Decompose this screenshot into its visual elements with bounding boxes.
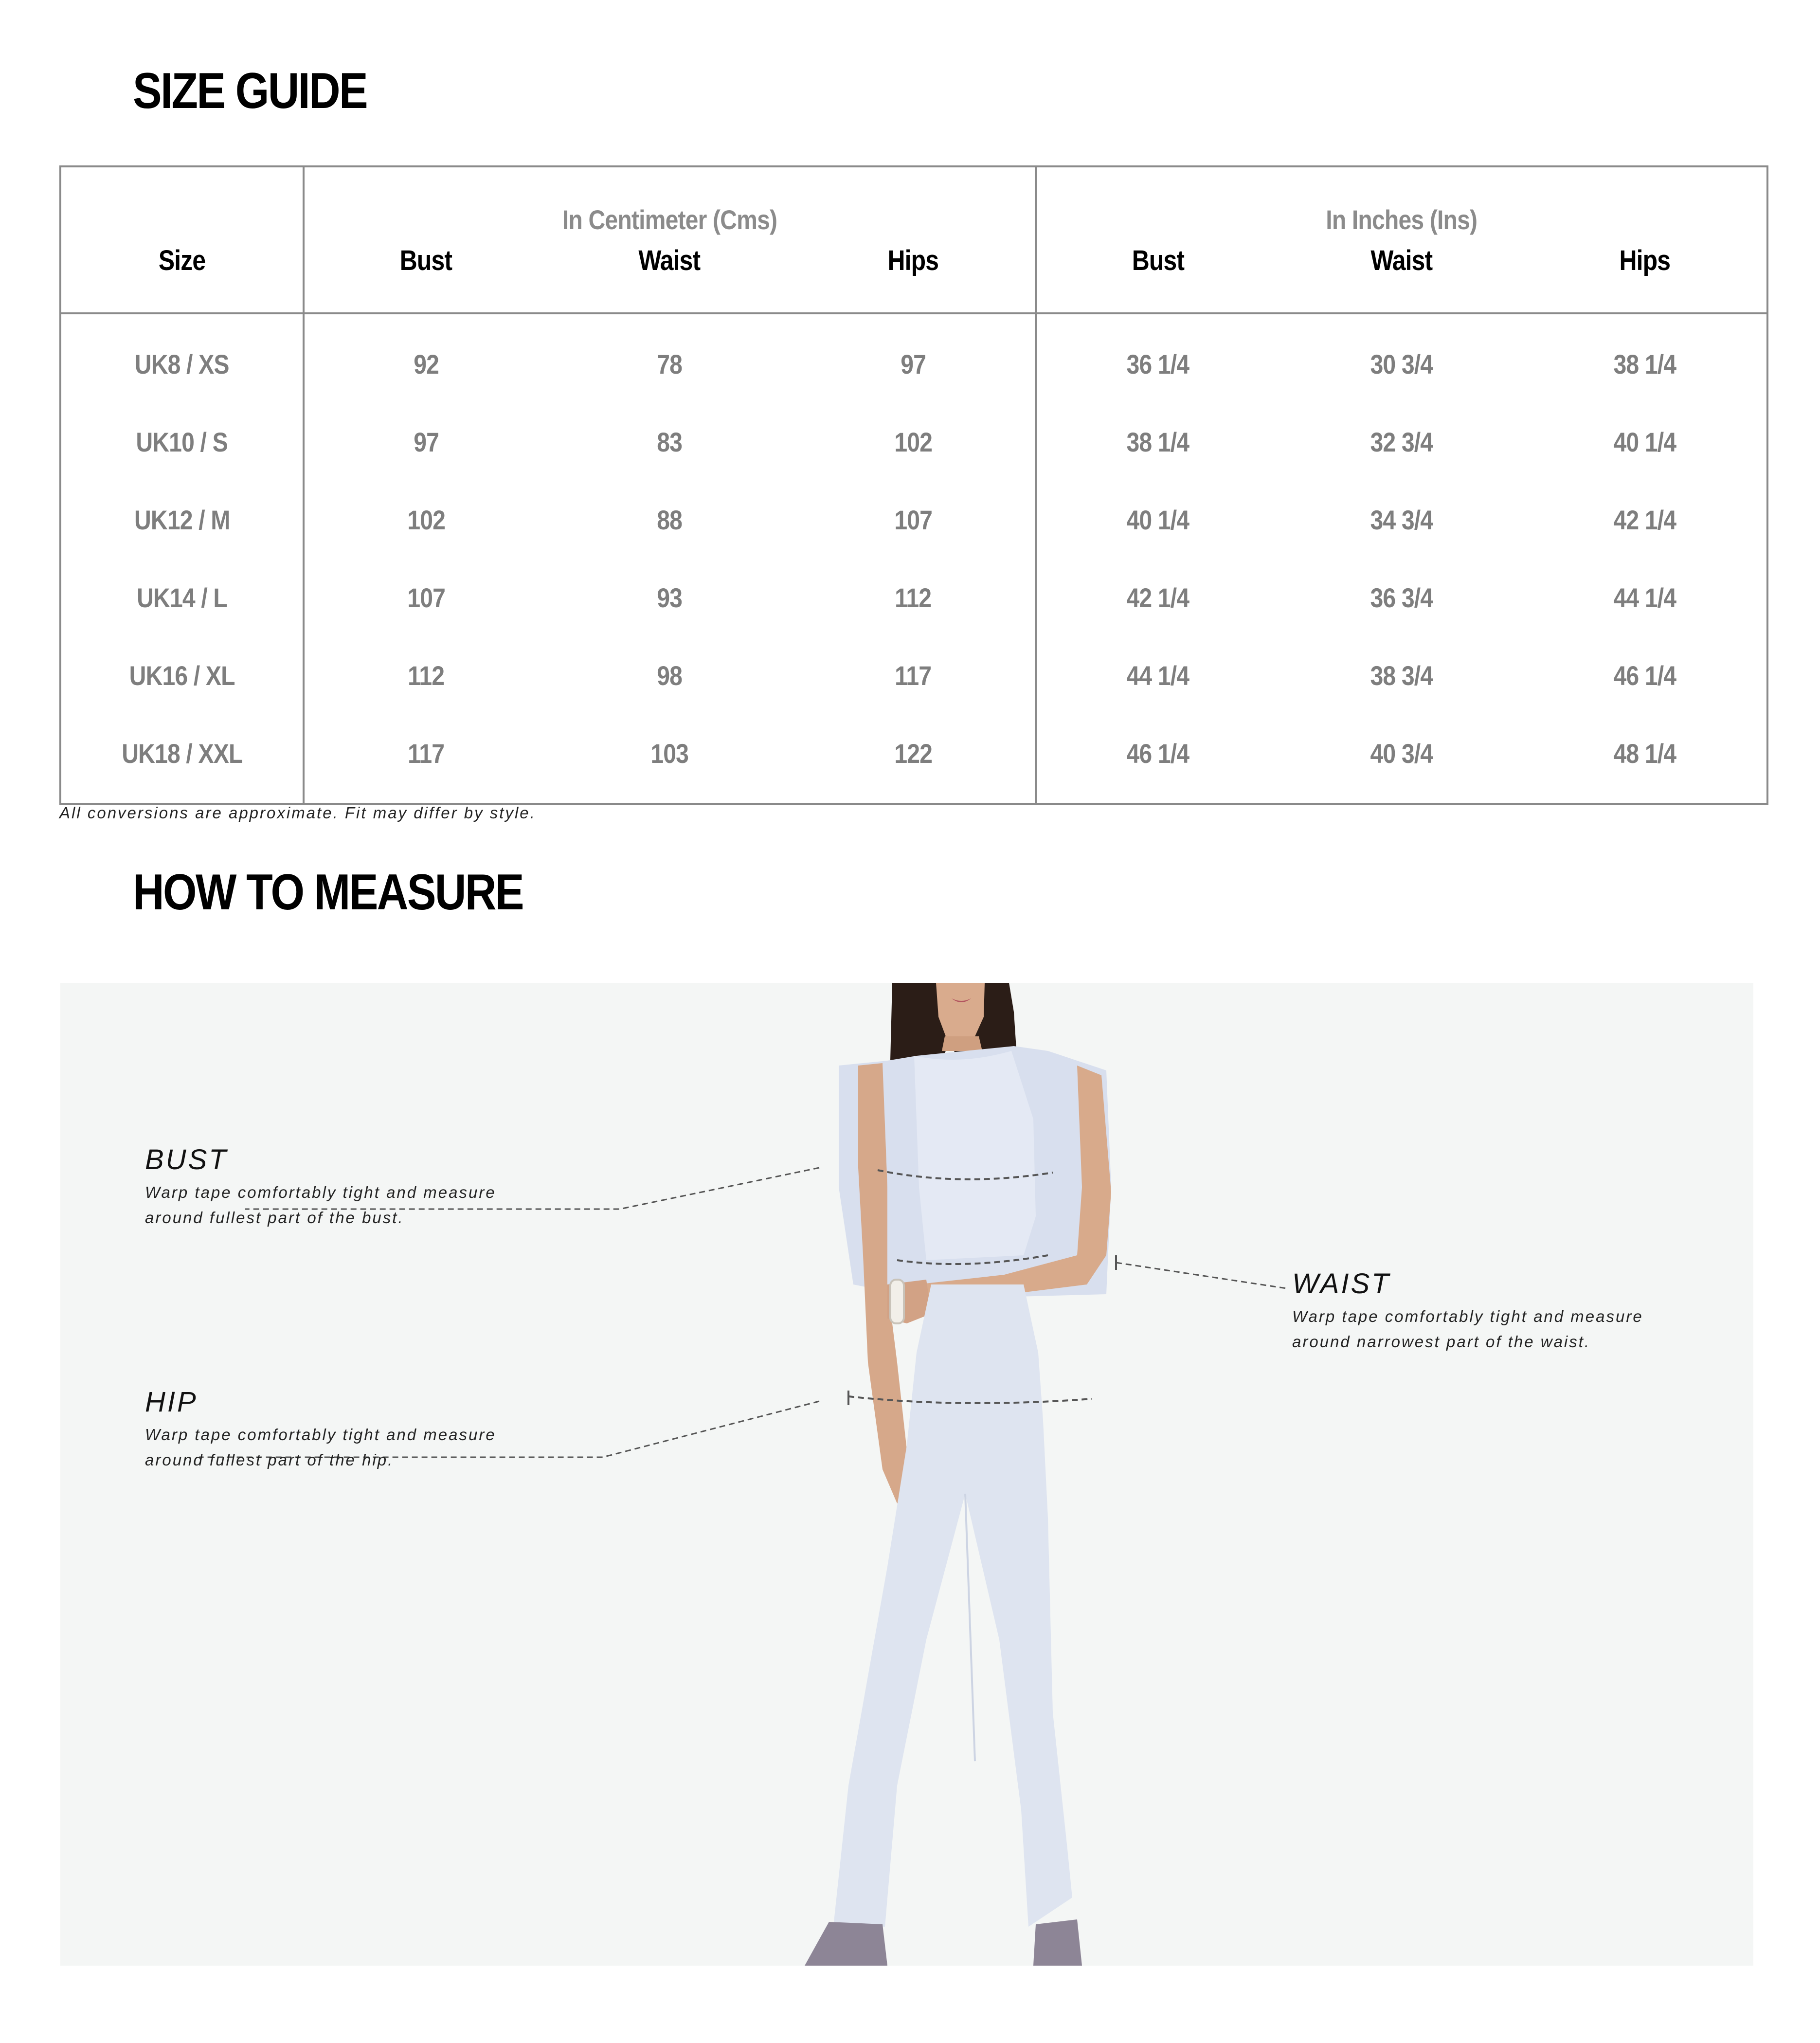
table-row — [60, 481, 1767, 559]
bust-in-cell: 44 1/4 — [1036, 636, 1280, 714]
size-cell: UK12 / M — [134, 504, 230, 535]
table-row — [60, 714, 1767, 804]
bust-cm-cell: 112 — [304, 636, 548, 714]
size-cell: UK10 / S — [136, 426, 228, 457]
table-row — [60, 559, 1767, 636]
model-figure-illustration — [60, 983, 1753, 1966]
hip-label-title: HIP — [145, 1386, 198, 1418]
bust-cm-cell: 117 — [304, 714, 548, 804]
bust-in-cell: 40 1/4 — [1036, 481, 1280, 559]
hips-in-cell: 44 1/4 — [1613, 582, 1676, 613]
hips-cm-cell: 102 — [894, 426, 932, 457]
waist-cm-cell: 83 — [657, 426, 683, 457]
hips-cm-cell: 117 — [895, 660, 932, 691]
column-header-size: Size — [60, 239, 304, 313]
left-shoe-shape — [805, 1922, 887, 1966]
top-shape — [914, 1051, 1036, 1260]
bust-in-cell: 42 1/4 — [1036, 559, 1280, 636]
size-guide-title: SIZE GUIDE — [133, 63, 367, 119]
column-header-hips-in: Hips — [1524, 239, 1768, 313]
waist-cm-cell: 98 — [657, 660, 683, 691]
bust-cm-cell: 102 — [304, 481, 548, 559]
bust-label-description: Warp tape comfortably tight and measure around fullest part of the bust. — [145, 1183, 496, 1227]
group-header-row — [60, 166, 1767, 239]
column-header-bust-cm: Bust — [304, 239, 548, 313]
waist-in-cell: 36 3/4 — [1370, 582, 1433, 613]
hips-in-cell: 40 1/4 — [1613, 426, 1676, 457]
waist-in-cell: 30 3/4 — [1370, 348, 1433, 380]
waist-label-title: WAIST — [1292, 1268, 1391, 1300]
hips-in-cell: 42 1/4 — [1613, 504, 1676, 535]
size-cell: UK16 / XL — [129, 660, 235, 691]
waist-leader-line — [1116, 1263, 1286, 1288]
jumpsuit-shape — [834, 1284, 1072, 1927]
size-cell: UK8 / XS — [135, 348, 229, 380]
conversion-note: All conversions are approximate. Fit may differ by style. — [59, 804, 536, 822]
waist-cm-cell: 93 — [657, 582, 683, 613]
measurement-illustration-panel — [60, 983, 1753, 1966]
group-header-inches: In Inches (Ins) — [1036, 166, 1768, 239]
bust-in-cell: 38 1/4 — [1036, 403, 1280, 481]
hips-in-cell: 46 1/4 — [1613, 660, 1676, 691]
column-header-waist-cm: Waist — [548, 239, 792, 313]
waist-in-cell: 38 3/4 — [1370, 660, 1433, 691]
bracelet-shape — [890, 1280, 904, 1323]
bust-label-title: BUST — [145, 1144, 228, 1175]
column-header-bust-in: Bust — [1036, 239, 1280, 313]
table-row — [60, 636, 1767, 714]
hips-in-cell: 48 1/4 — [1613, 738, 1676, 769]
waist-cm-cell: 103 — [650, 738, 689, 769]
how-to-measure-title: HOW TO MEASURE — [133, 864, 523, 921]
table-row — [60, 313, 1767, 403]
hips-cm-cell: 97 — [900, 348, 926, 380]
waist-in-cell: 32 3/4 — [1370, 426, 1433, 457]
hips-cm-cell: 107 — [894, 504, 932, 535]
hip-label-description: Warp tape comfortably tight and measure around fullest part of the hip. — [145, 1426, 496, 1469]
waist-in-cell: 40 3/4 — [1370, 738, 1433, 769]
waist-cm-cell: 88 — [657, 504, 683, 535]
leg-seam-shape — [965, 1494, 975, 1761]
neck-shape — [942, 1036, 982, 1051]
waist-in-cell: 34 3/4 — [1370, 504, 1433, 535]
empty-header-cell — [60, 166, 304, 239]
bust-cm-cell: 97 — [304, 403, 548, 481]
hips-in-cell: 38 1/4 — [1613, 348, 1676, 380]
size-cell: UK18 / XXL — [121, 738, 243, 769]
bust-cm-cell: 92 — [304, 313, 548, 403]
bust-in-cell: 36 1/4 — [1036, 313, 1280, 403]
hips-cm-cell: 122 — [894, 738, 932, 769]
column-header-row — [60, 239, 1767, 313]
size-chart-table — [59, 165, 1768, 805]
bust-in-cell: 46 1/4 — [1036, 714, 1280, 804]
waist-cm-cell: 78 — [657, 348, 683, 380]
column-header-waist-in: Waist — [1279, 239, 1524, 313]
group-header-cm: In Centimeter (Cms) — [304, 166, 1036, 239]
bust-cm-cell: 107 — [304, 559, 548, 636]
right-shoe-shape — [1033, 1919, 1082, 1966]
size-cell: UK14 / L — [137, 582, 227, 613]
column-header-hips-cm: Hips — [792, 239, 1036, 313]
waist-label-description: Warp tape comfortably tight and measure around narrowest part of the waist. — [1292, 1307, 1643, 1351]
table-row — [60, 403, 1767, 481]
hips-cm-cell: 112 — [895, 582, 932, 613]
